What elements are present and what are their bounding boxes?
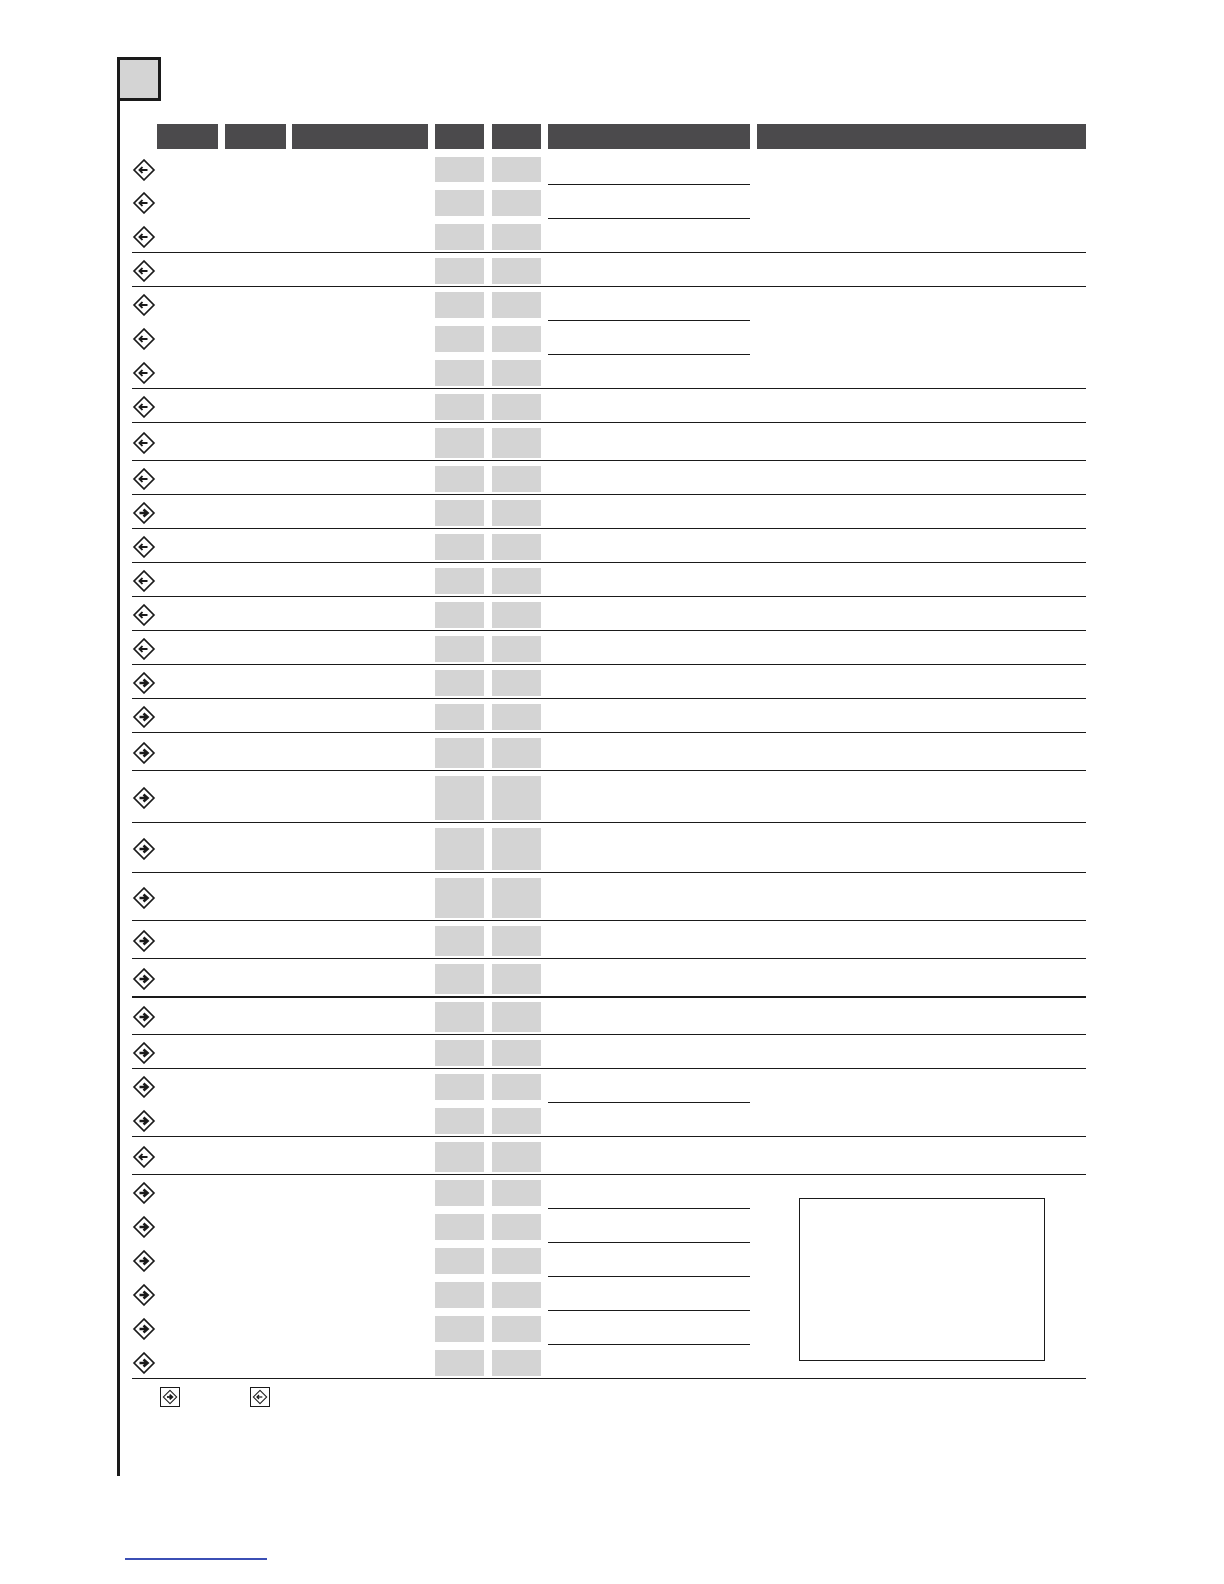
shaded-cell-a <box>435 1180 484 1206</box>
shaded-cell-a <box>435 568 484 594</box>
shaded-cell-a <box>435 1316 484 1342</box>
inbound-arrow-icon <box>132 361 156 385</box>
inbound-arrow-icon <box>132 603 156 627</box>
row-divider <box>132 562 1086 563</box>
shaded-cell-a <box>435 926 484 956</box>
shaded-cell-a <box>435 224 484 250</box>
row-divider <box>548 1102 750 1103</box>
header-cell <box>757 124 1086 149</box>
outbound-arrow-icon <box>132 967 156 991</box>
row-divider <box>132 422 1086 423</box>
row-divider <box>548 218 750 219</box>
shaded-cell-a <box>435 1282 484 1308</box>
row-divider <box>132 1136 1086 1137</box>
shaded-cell-b <box>492 1180 541 1206</box>
outbound-arrow-icon <box>132 1041 156 1065</box>
shaded-cell-a <box>435 636 484 662</box>
shaded-cell-a <box>435 878 484 918</box>
row-divider <box>132 460 1086 461</box>
shaded-cell-b <box>492 394 541 420</box>
shaded-cell-b <box>492 466 541 492</box>
row-divider <box>132 494 1086 495</box>
row-divider <box>132 1068 1086 1069</box>
shaded-cell-a <box>435 292 484 318</box>
shaded-cell-a <box>435 1248 484 1274</box>
outbound-arrow-icon <box>132 1005 156 1029</box>
row-divider <box>132 1174 1086 1175</box>
outbound-arrow-icon <box>132 929 156 953</box>
shaded-cell-b <box>492 224 541 250</box>
legend-inbound-icon <box>250 1387 270 1407</box>
outbound-arrow-icon <box>132 1351 156 1375</box>
header-cell <box>157 124 218 149</box>
inbound-arrow-icon <box>132 535 156 559</box>
shaded-cell-b <box>492 1248 541 1274</box>
row-divider <box>548 1208 750 1209</box>
outbound-arrow-icon <box>132 1181 156 1205</box>
shaded-cell-a <box>435 360 484 386</box>
row-divider <box>132 630 1086 631</box>
row-divider <box>548 1276 750 1277</box>
shaded-cell-b <box>492 500 541 526</box>
outbound-arrow-icon <box>132 1249 156 1273</box>
row-divider <box>548 320 750 321</box>
row-divider <box>132 732 1086 733</box>
row-divider <box>132 252 1086 253</box>
row-divider <box>132 770 1086 771</box>
legend-outbound-icon <box>160 1387 180 1407</box>
inbound-arrow-icon <box>132 158 156 182</box>
inbound-arrow-icon <box>132 191 156 215</box>
page-margin-rule <box>117 57 120 1476</box>
header-cell <box>435 124 484 149</box>
shaded-cell-a <box>435 1108 484 1134</box>
shaded-cell-b <box>492 1002 541 1032</box>
outbound-arrow-icon <box>132 1317 156 1341</box>
row-divider <box>132 1034 1086 1035</box>
row-divider <box>132 596 1086 597</box>
shaded-cell-a <box>435 428 484 458</box>
shaded-cell-b <box>492 602 541 628</box>
row-divider <box>132 698 1086 699</box>
row-divider <box>132 664 1086 665</box>
inbound-arrow-icon <box>132 259 156 283</box>
shaded-cell-a <box>435 738 484 768</box>
shaded-cell-a <box>435 534 484 560</box>
header-cell <box>548 124 750 149</box>
outbound-arrow-icon <box>132 1075 156 1099</box>
shaded-cell-a <box>435 1350 484 1376</box>
shaded-cell-a <box>435 776 484 820</box>
row-divider <box>548 1242 750 1243</box>
shaded-cell-a <box>435 670 484 696</box>
row-divider <box>132 872 1086 873</box>
shaded-cell-b <box>492 1282 541 1308</box>
outbound-arrow-icon <box>132 786 156 810</box>
outbound-arrow-icon <box>132 671 156 695</box>
shaded-cell-b <box>492 704 541 730</box>
shaded-cell-b <box>492 636 541 662</box>
outbound-arrow-icon <box>132 741 156 765</box>
shaded-cell-a <box>435 326 484 352</box>
row-divider <box>132 996 1086 998</box>
outbound-arrow-icon <box>132 837 156 861</box>
shaded-cell-a <box>435 1074 484 1100</box>
note-box <box>799 1198 1045 1361</box>
shaded-cell-a <box>435 602 484 628</box>
shaded-cell-b <box>492 1316 541 1342</box>
shaded-cell-b <box>492 326 541 352</box>
row-divider <box>132 822 1086 823</box>
shaded-cell-a <box>435 964 484 994</box>
shaded-cell-a <box>435 828 484 870</box>
shaded-cell-a <box>435 500 484 526</box>
outbound-arrow-icon <box>132 1109 156 1133</box>
shaded-cell-a <box>435 704 484 730</box>
shaded-cell-a <box>435 1002 484 1032</box>
shaded-cell-b <box>492 738 541 768</box>
shaded-cell-b <box>492 1142 541 1172</box>
shaded-cell-b <box>492 568 541 594</box>
shaded-cell-b <box>492 360 541 386</box>
shaded-cell-a <box>435 1214 484 1240</box>
shaded-cell-b <box>492 1074 541 1100</box>
inbound-arrow-icon <box>132 637 156 661</box>
row-divider <box>132 286 1086 287</box>
shaded-cell-b <box>492 926 541 956</box>
row-divider <box>132 388 1086 389</box>
shaded-cell-b <box>492 1350 541 1376</box>
row-divider <box>132 958 1086 959</box>
shaded-cell-b <box>492 1108 541 1134</box>
shaded-cell-b <box>492 1214 541 1240</box>
inbound-arrow-icon <box>132 467 156 491</box>
inbound-arrow-icon <box>132 569 156 593</box>
shaded-cell-b <box>492 190 541 216</box>
header-cell <box>225 124 286 149</box>
inbound-arrow-icon <box>132 431 156 455</box>
header-cell <box>292 124 428 149</box>
inbound-arrow-icon <box>132 1145 156 1169</box>
shaded-cell-b <box>492 964 541 994</box>
outbound-arrow-icon <box>132 886 156 910</box>
shaded-cell-b <box>492 258 541 284</box>
outbound-arrow-icon <box>132 1215 156 1239</box>
row-divider <box>132 528 1086 529</box>
inbound-arrow-icon <box>132 327 156 351</box>
row-divider <box>548 184 750 185</box>
inbound-arrow-icon <box>132 395 156 419</box>
footer-link-underline <box>125 1558 267 1560</box>
shaded-cell-b <box>492 776 541 820</box>
shaded-cell-b <box>492 878 541 918</box>
inbound-arrow-icon <box>132 225 156 249</box>
shaded-cell-a <box>435 394 484 420</box>
outbound-arrow-icon <box>132 1283 156 1307</box>
shaded-cell-b <box>492 670 541 696</box>
shaded-cell-a <box>435 466 484 492</box>
row-divider <box>548 1344 750 1345</box>
shaded-cell-a <box>435 157 484 182</box>
section-tab <box>117 57 161 101</box>
header-cell <box>492 124 541 149</box>
inbound-arrow-icon <box>132 293 156 317</box>
row-divider <box>132 920 1086 921</box>
shaded-cell-b <box>492 292 541 318</box>
shaded-cell-b <box>492 428 541 458</box>
shaded-cell-a <box>435 1040 484 1066</box>
row-divider <box>132 1378 1086 1379</box>
shaded-cell-b <box>492 534 541 560</box>
row-divider <box>548 354 750 355</box>
shaded-cell-b <box>492 828 541 870</box>
shaded-cell-a <box>435 190 484 216</box>
shaded-cell-b <box>492 1040 541 1066</box>
outbound-arrow-icon <box>132 705 156 729</box>
row-divider <box>548 1310 750 1311</box>
shaded-cell-a <box>435 258 484 284</box>
outbound-arrow-icon <box>132 501 156 525</box>
shaded-cell-a <box>435 1142 484 1172</box>
shaded-cell-b <box>492 157 541 182</box>
